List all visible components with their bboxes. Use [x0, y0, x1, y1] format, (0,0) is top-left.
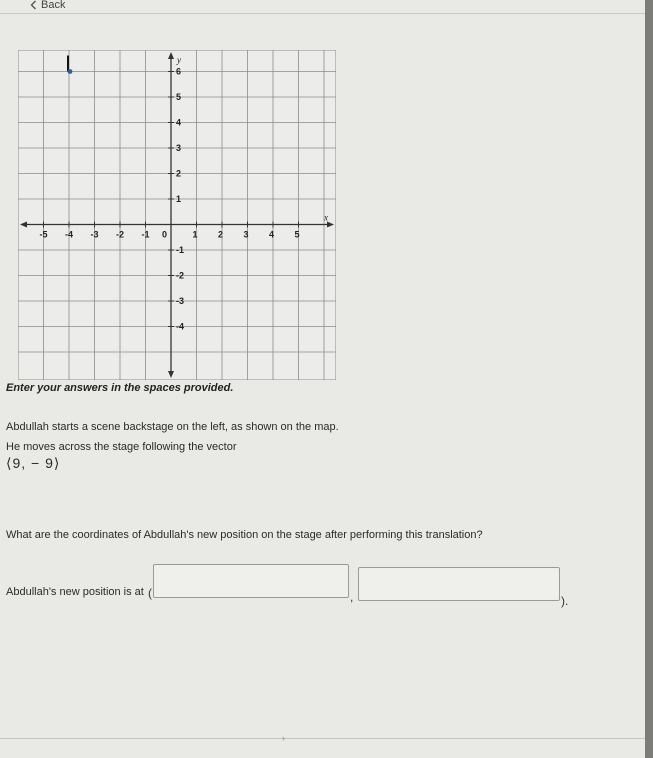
y-tick-label: -2: [176, 270, 185, 281]
x-tick-label: -2: [116, 229, 125, 240]
y-tick-label: 3: [176, 143, 182, 153]
window-edge: [645, 0, 653, 758]
x-tick-label: -4: [65, 229, 74, 240]
y-tick-label: -3: [176, 296, 185, 306]
coordinate-grid: [18, 50, 336, 380]
y-tick-label: 4: [176, 117, 182, 128]
y-axis-label: y: [177, 55, 181, 65]
stray-mark: ›: [282, 733, 285, 743]
x-tick-label: 3: [243, 229, 249, 240]
y-coordinate-input[interactable]: [358, 567, 560, 601]
y-tick-label: 5: [176, 92, 182, 102]
question-text: What are the coordinates of Abdullah's new position on the stage after performing this translation?: [6, 529, 483, 541]
position-point: [68, 69, 73, 74]
y-tick-label: -1: [176, 245, 185, 255]
answer-label: Abdullah's new position is at: [6, 586, 144, 598]
x-tick-label: -1: [141, 229, 150, 240]
x-tick-label: 5: [294, 229, 300, 240]
x-tick-label: 4: [269, 229, 275, 240]
back-button[interactable]: [30, 0, 65, 11]
y-tick-label: 1: [176, 194, 182, 204]
y-tick-label: 6: [176, 66, 182, 77]
instructions: Enter your answers in the spaces provided.: [6, 382, 234, 394]
open-paren: (: [148, 586, 152, 600]
x-tick-label: 1: [192, 229, 198, 240]
back-label: Back: [41, 0, 66, 11]
x-tick-label: -5: [39, 229, 48, 240]
x-tick-label: -3: [90, 229, 99, 240]
top-bar: [0, 0, 645, 14]
x-tick-label: 2: [218, 229, 224, 240]
close-paren: ).: [561, 594, 569, 608]
divider: [0, 13, 645, 14]
x-tick-label: 0: [162, 229, 168, 240]
problem-text-line2: He moves across the stage following the vector: [6, 441, 237, 453]
chevron-left-icon: [30, 0, 37, 10]
vector-expression: ⟨9, − 9⟩: [6, 455, 61, 471]
problem-text-line1: Abdullah starts a scene backstage on the left, as shown on the map.: [6, 421, 339, 433]
x-coordinate-input[interactable]: [153, 564, 349, 598]
y-tick-label: 2: [176, 168, 182, 179]
x-axis-label: x: [324, 212, 328, 223]
comma: ,: [350, 590, 354, 604]
y-tick-label: -4: [176, 321, 185, 332]
bottom-divider: [0, 738, 645, 739]
